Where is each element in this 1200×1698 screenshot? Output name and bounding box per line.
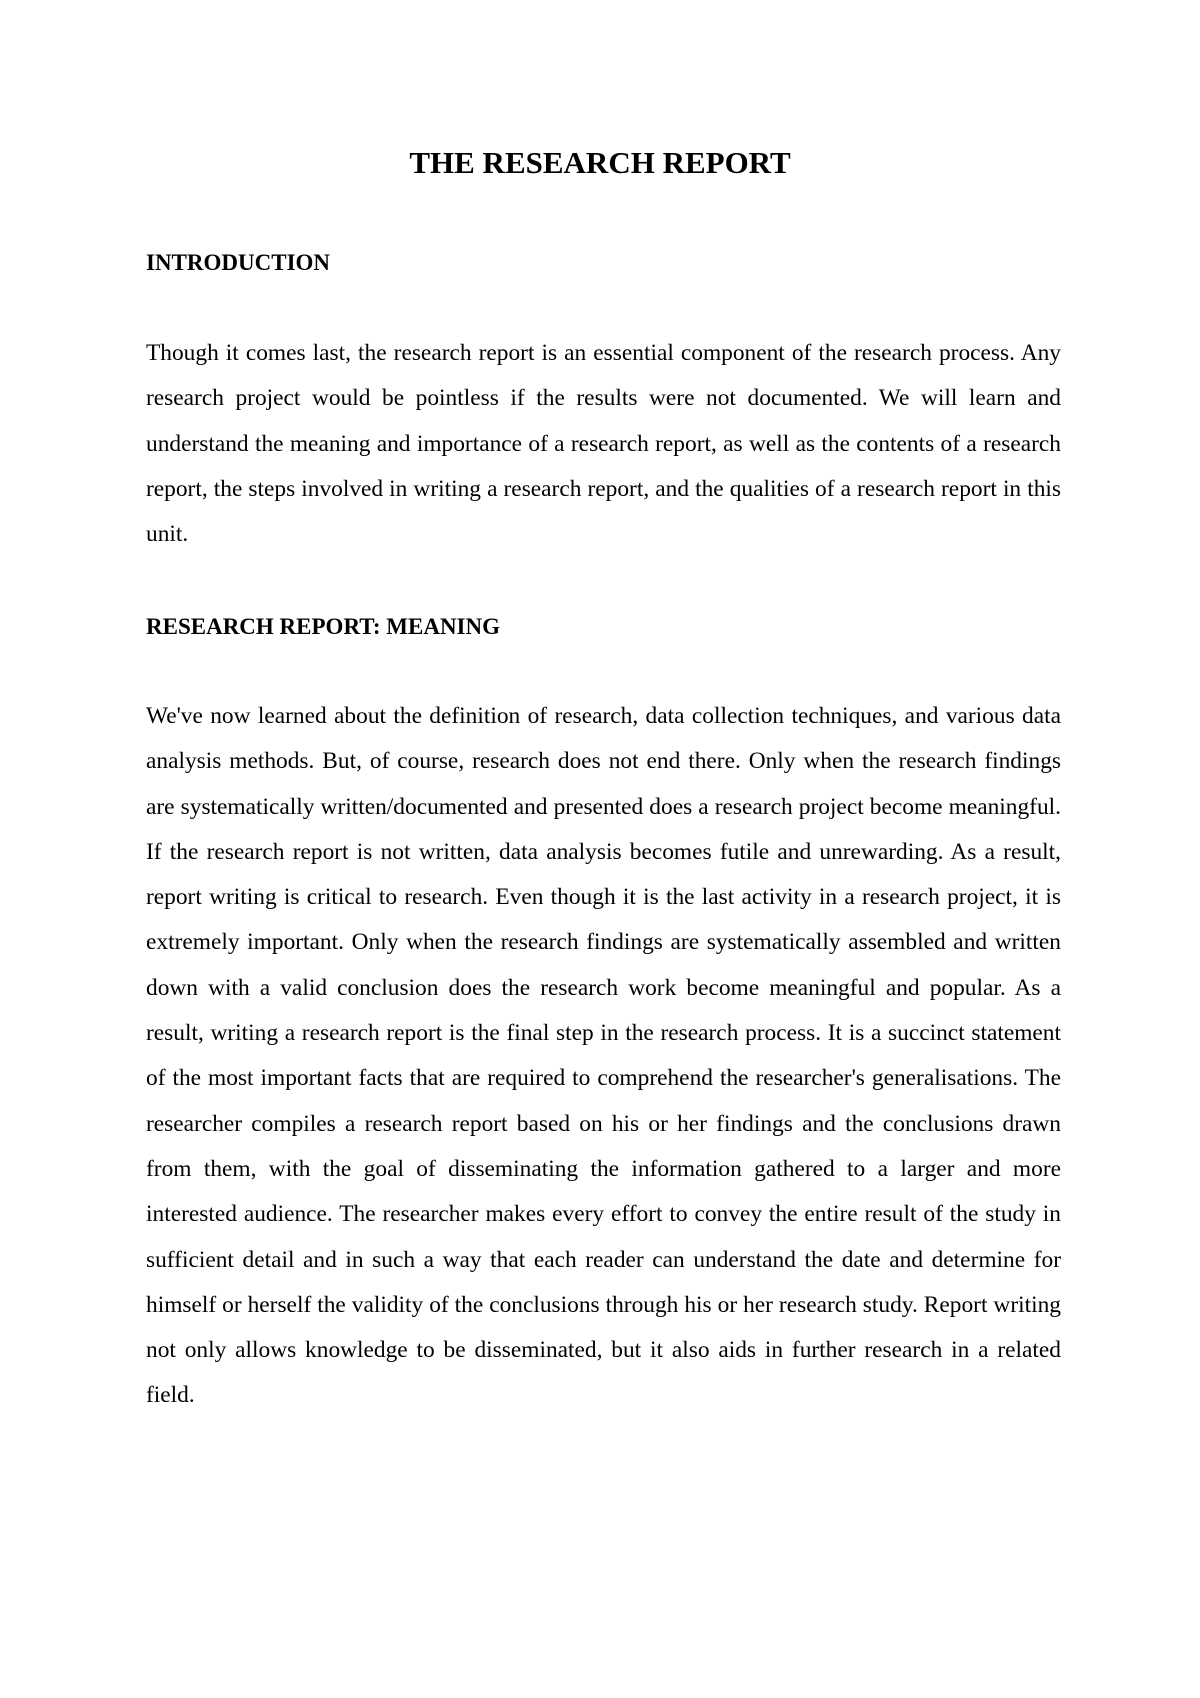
section-paragraph-introduction: Though it comes last, the research report is an essential component of the research process. Any research project would be pointless if the results were not documented. We will learn and understand the meaning and importance of a research report, as well as the contents of a research report, the steps involved in writing a research report, and the qualities of a research report in this unit. — [146, 340, 1061, 548]
section-heading-introduction: INTRODUCTION — [146, 250, 331, 275]
section-paragraph-research-report-meaning: We've now learned about the definition of research, data collection techniques, and various data analysis methods. But, of course, research does not end there. Only when the research findings are systematically written/documented and presented does a research project become meaningful. If the research report is not written, data analysis becomes futile and unrewarding. As a result, report writing is critical to research. Even though it is the last activity in a research project, it is extremely important. Only when the research findings are systematically assembled and written down with a valid conclusion does the research work become meaningful and popular. As a result, writing a research report is the final step in the research process. It is a succinct statement of the most important facts that are required to comprehend the researcher's generalisations. The researcher compiles a research report based on his or her findings and the conclusions drawn from them, with the goal of disseminating the information gathered to a larger and more interested audience. The researcher makes every effort to convey the entire result of the study in sufficient detail and in such a way that each reader can understand the date and determine for himself or herself the validity of the conclusions through his or her research study. Report writing not only allows knowledge to be disseminated, but it also aids in further research in a related field. — [146, 703, 1061, 1409]
section-heading-research-report-meaning: RESEARCH REPORT: MEANING — [146, 614, 501, 639]
document-title: THE RESEARCH REPORT — [409, 145, 791, 180]
